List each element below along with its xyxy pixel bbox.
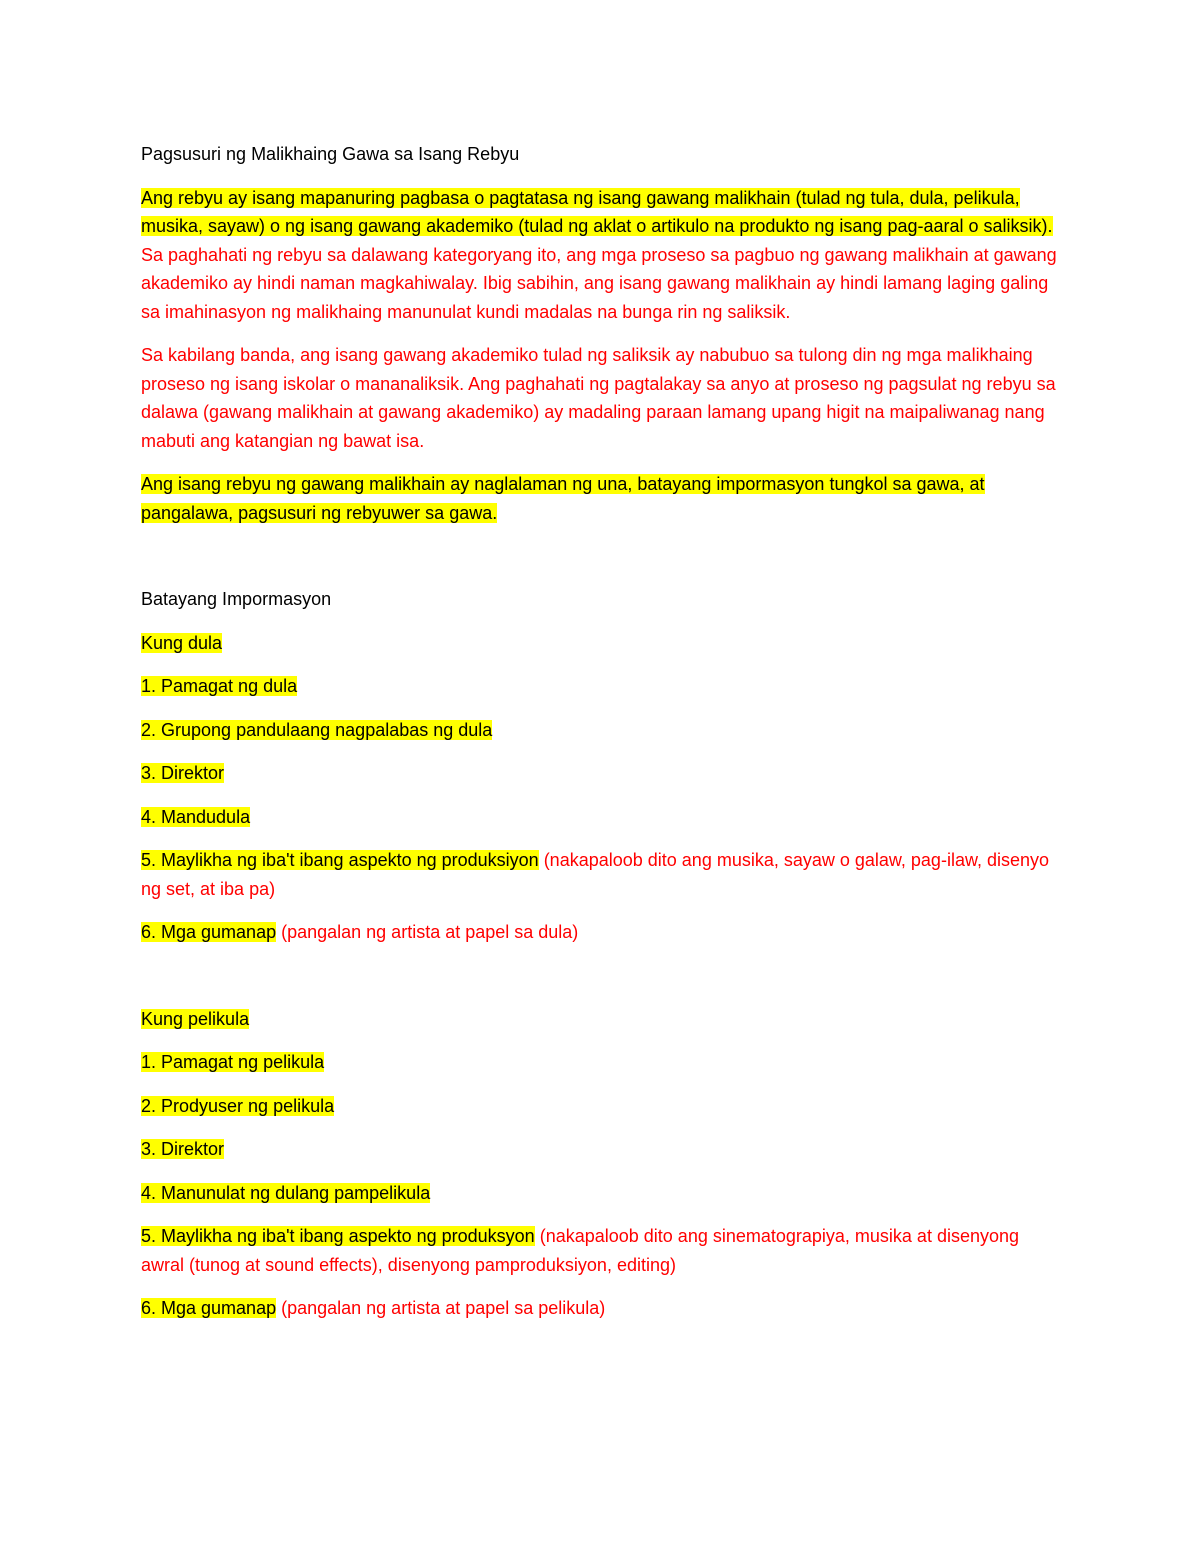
intro-red-text: Sa paghahati ng rebyu sa dalawang kategoryang ito, ang mga proseso sa pagbuo ng gawang malikhain at gawang akademiko ay hindi naman magkahiwalay. Ibig sabihin, ang isang gawang malikhain ay hindi lamang laging galing sa imahinasyon ng malikhaing manunulat kundi madalas na bunga rin ng saliksik. <box>141 244 1057 322</box>
dula-heading: Kung dula <box>141 632 223 653</box>
list-item-dula-6: 6. Mga gumanap (pangalan ng artista at papel sa dula) <box>141 922 579 942</box>
list-item-dula-2: 2. Grupong pandulaang nagpalabas ng dula <box>141 719 493 740</box>
section-heading: Batayang Impormasyon <box>141 589 332 609</box>
list-item-dula-4: 4. Mandudula <box>141 806 251 827</box>
list-item-pelikula-3: 3. Direktor <box>141 1139 225 1159</box>
list-item-dula-3: 3. Direktor <box>141 763 225 783</box>
intro-paragraph <box>141 184 1061 327</box>
paragraph-rebyu-highlighted-text: Ang isang rebyu ng gawang malikhain ay naglalaman ng una, batayang impormasyon tungkol sa gawa, at pangalawa, pagsusuri ng rebyuwer sa gawa. <box>141 474 985 523</box>
document-page <box>141 140 1061 1323</box>
list-item-pelikula-1: 1. Pamagat ng pelikula <box>141 1052 325 1072</box>
list-item-dula-5: 5. Maylikha ng iba't ibang aspekto ng produksiyon (nakapaloob dito ang musika, sayaw o galaw, pag-ilaw, disenyo ng set, at iba pa) <box>141 850 1049 899</box>
pelikula-heading: Kung pelikula <box>141 1008 250 1029</box>
list-item-pelikula-5: 5. Maylikha ng iba't ibang aspekto ng produksyon (nakapaloob dito ang sinematograpiya, musika at disenyong awral (tunog at sound effects), disenyong pamproduksiyon, editing) <box>141 1226 1020 1275</box>
list-item-pelikula-2: 2. Prodyuser ng pelikula <box>141 1095 335 1116</box>
paragraph-rebyu-naglalaman <box>141 470 1061 527</box>
list-item-pelikula-6: 6. Mga gumanap (pangalan ng artista at papel sa pelikula) <box>141 1298 606 1318</box>
paragraph-kabilang-banda: Sa kabilang banda, ang isang gawang akademiko tulad ng saliksik ay nabubuo sa tulong din ng mga malikhaing proseso ng isang iskolar o mananaliksik. Ang paghahati ng pagtalakay sa anyo at proseso ng pagsulat ng rebyu sa dalawa (gawang malikhain at gawang akademiko) ay madaling paraan lamang upang higit na maipaliwanag nang mabuti ang katangian ng bawat isa. <box>141 345 1056 451</box>
intro-highlighted-text: Ang rebyu ay isang mapanuring pagbasa o pagtatasa ng isang gawang malikhain (tulad ng tula, dula, pelikula, musika, sayaw) o ng isang gawang akademiko (tulad ng aklat o artikulo na produkto ng isang pag-aaral o saliksik). <box>141 187 1053 236</box>
list-item-pelikula-4: 4. Manunulat ng dulang pampelikula <box>141 1182 431 1203</box>
document-title: Pagsusuri ng Malikhaing Gawa sa Isang Rebyu <box>141 144 520 164</box>
list-item-dula-1: 1. Pamagat ng dula <box>141 676 298 696</box>
